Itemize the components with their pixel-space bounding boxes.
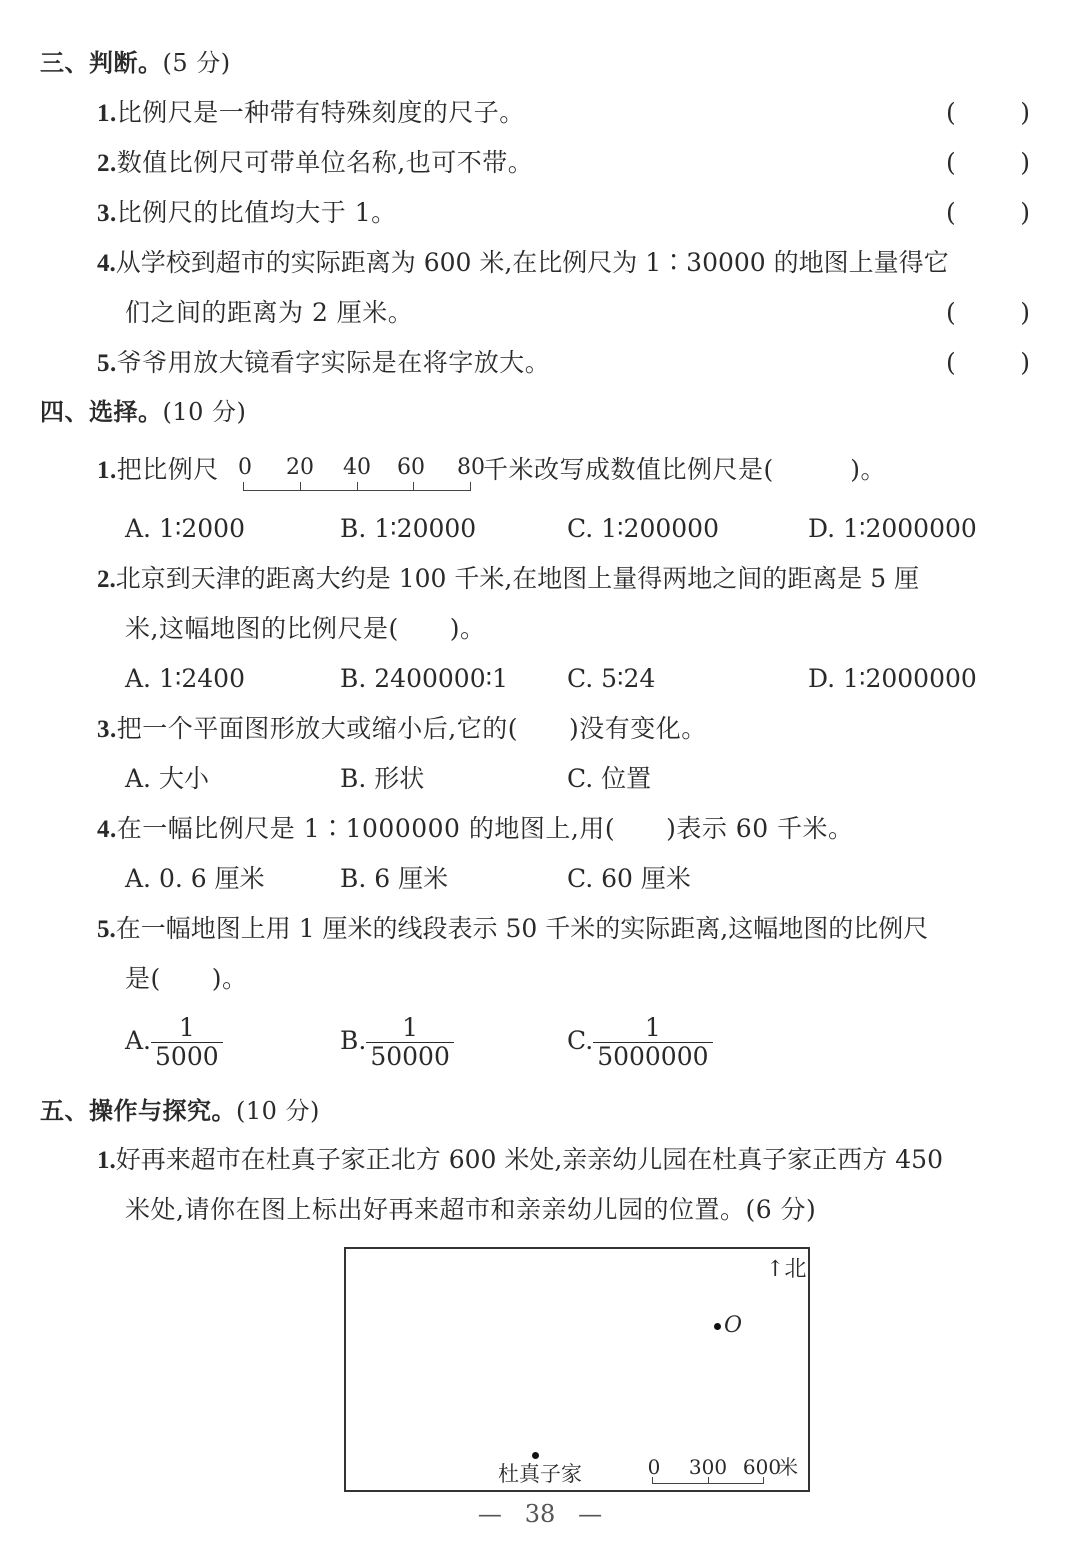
s4-question-4: 4.在一幅比例尺是 1∶1000000 的地图上,用( )表示 60 千米。 <box>97 814 854 843</box>
page-footer: — 38 — <box>477 1500 603 1528</box>
section-3-title: 三、判断。 <box>40 49 163 77</box>
s4-q5-option-c[interactable]: C. $\frac{1}{5000000}$ <box>567 1014 713 1071</box>
page-number: 38 <box>524 1500 556 1528</box>
s3-question-3: 3.比例尺的比值均大于 1。 <box>97 198 397 227</box>
s4-q2-option-d[interactable]: D. 1∶2000000 <box>808 664 977 693</box>
s4-q4-option-c[interactable]: C. 60 厘米 <box>567 864 691 893</box>
home-marker <box>532 1452 539 1459</box>
s5-question-1: 1.好再来超市在杜真子家正北方 600 米处,亲亲幼儿园在杜真子家正西方 450 <box>97 1145 943 1174</box>
s3-answer-5[interactable]: ( ) <box>946 348 1030 377</box>
point-o-marker <box>714 1323 721 1330</box>
north-indicator: ↑北 <box>766 1257 807 1282</box>
s4-q3-option-b[interactable]: B. 形状 <box>340 764 425 793</box>
fraction: $\frac{1}{5000000}$ <box>593 1014 712 1071</box>
s3-question-5: 5.爷爷用放大镜看字实际是在将字放大。 <box>97 348 551 377</box>
s3-answer-3[interactable]: ( ) <box>946 198 1030 227</box>
s4-q2-option-c[interactable]: C. 5∶24 <box>567 664 656 693</box>
section-4-title: 四、选择。 <box>40 398 163 426</box>
s4-question-1-rest: 千米改写成数值比例尺是( )。 <box>483 455 887 484</box>
s4-q3-option-c[interactable]: C. 位置 <box>567 764 652 793</box>
s3-question-2: 2.数值比例尺可带单位名称,也可不带。 <box>97 148 534 177</box>
section-4-header <box>40 395 246 429</box>
s3-question-4: 4.从学校到超市的实际距离为 600 米,在比例尺为 1∶30000 的地图上量得它 <box>97 248 949 277</box>
s4-q4-option-b[interactable]: B. 6 厘米 <box>340 864 449 893</box>
s4-question-5: 5.在一幅地图上用 1 厘米的线段表示 50 千米的实际距离,这幅地图的比例尺 <box>97 914 929 943</box>
s4-question-2: 2.北京到天津的距离大约是 100 千米,在地图上量得两地之间的距离是 5 厘 <box>97 564 920 593</box>
s4-question-3: 3.把一个平面图形放大或缩小后,它的( )没有变化。 <box>97 714 707 743</box>
map-scale-bar: 0 300 600 米 <box>652 1455 764 1485</box>
section-5-title: 五、操作与探究。 <box>40 1097 236 1125</box>
s4-q2-option-b[interactable]: B. 2400000∶1 <box>340 664 509 693</box>
s3-question-1: 1.比例尺是一种带有特殊刻度的尺子。 <box>97 98 525 127</box>
s4-q5-option-a[interactable]: A. $\frac{1}{5000}$ <box>125 1014 223 1071</box>
s4-q5-option-b[interactable]: B. $\frac{1}{50000}$ <box>340 1014 454 1071</box>
section-3-points: (5 分) <box>162 49 231 77</box>
s3-answer-2[interactable]: ( ) <box>946 148 1030 177</box>
s3-question-4-cont: 们之间的距离为 2 厘米。 <box>125 298 414 327</box>
s3-answer-1[interactable]: ( ) <box>946 98 1030 127</box>
s4-q1-option-d[interactable]: D. 1∶2000000 <box>808 514 977 543</box>
s4-question-1: 1.把比例尺 <box>97 455 219 484</box>
section-5-header <box>40 1094 320 1128</box>
s4-question-2-cont: 米,这幅地图的比例尺是( )。 <box>125 614 486 643</box>
fraction: $\frac{1}{50000}$ <box>366 1014 454 1071</box>
s4-q3-option-a[interactable]: A. 大小 <box>125 764 209 793</box>
s5-question-1-cont: 米处,请你在图上标出好再来超市和亲亲幼儿园的位置。(6 分) <box>125 1195 817 1224</box>
home-label: 杜真子家 <box>498 1462 582 1486</box>
north-arrow-icon: ↑ <box>766 1257 785 1282</box>
s3-answer-4[interactable]: ( ) <box>946 298 1030 327</box>
s4-q1-option-a[interactable]: A. 1∶2000 <box>125 514 245 543</box>
s4-q2-option-a[interactable]: A. 1∶2400 <box>125 664 245 693</box>
point-o-label: O <box>724 1313 743 1338</box>
section-3-header <box>40 46 231 80</box>
map-diagram[interactable] <box>344 1247 810 1492</box>
s4-q1-option-c[interactable]: C. 1∶200000 <box>567 514 719 543</box>
section-4-points: (10 分) <box>162 398 247 426</box>
line-scale-ruler: 0 20 40 60 80 <box>243 456 471 492</box>
fraction: $\frac{1}{5000}$ <box>151 1014 223 1071</box>
section-5-points: (10 分) <box>236 1097 320 1125</box>
s4-q1-option-b[interactable]: B. 1∶20000 <box>340 514 477 543</box>
s4-question-5-cont: 是( )。 <box>125 964 248 993</box>
s4-q4-option-a[interactable]: A. 0. 6 厘米 <box>125 864 265 893</box>
